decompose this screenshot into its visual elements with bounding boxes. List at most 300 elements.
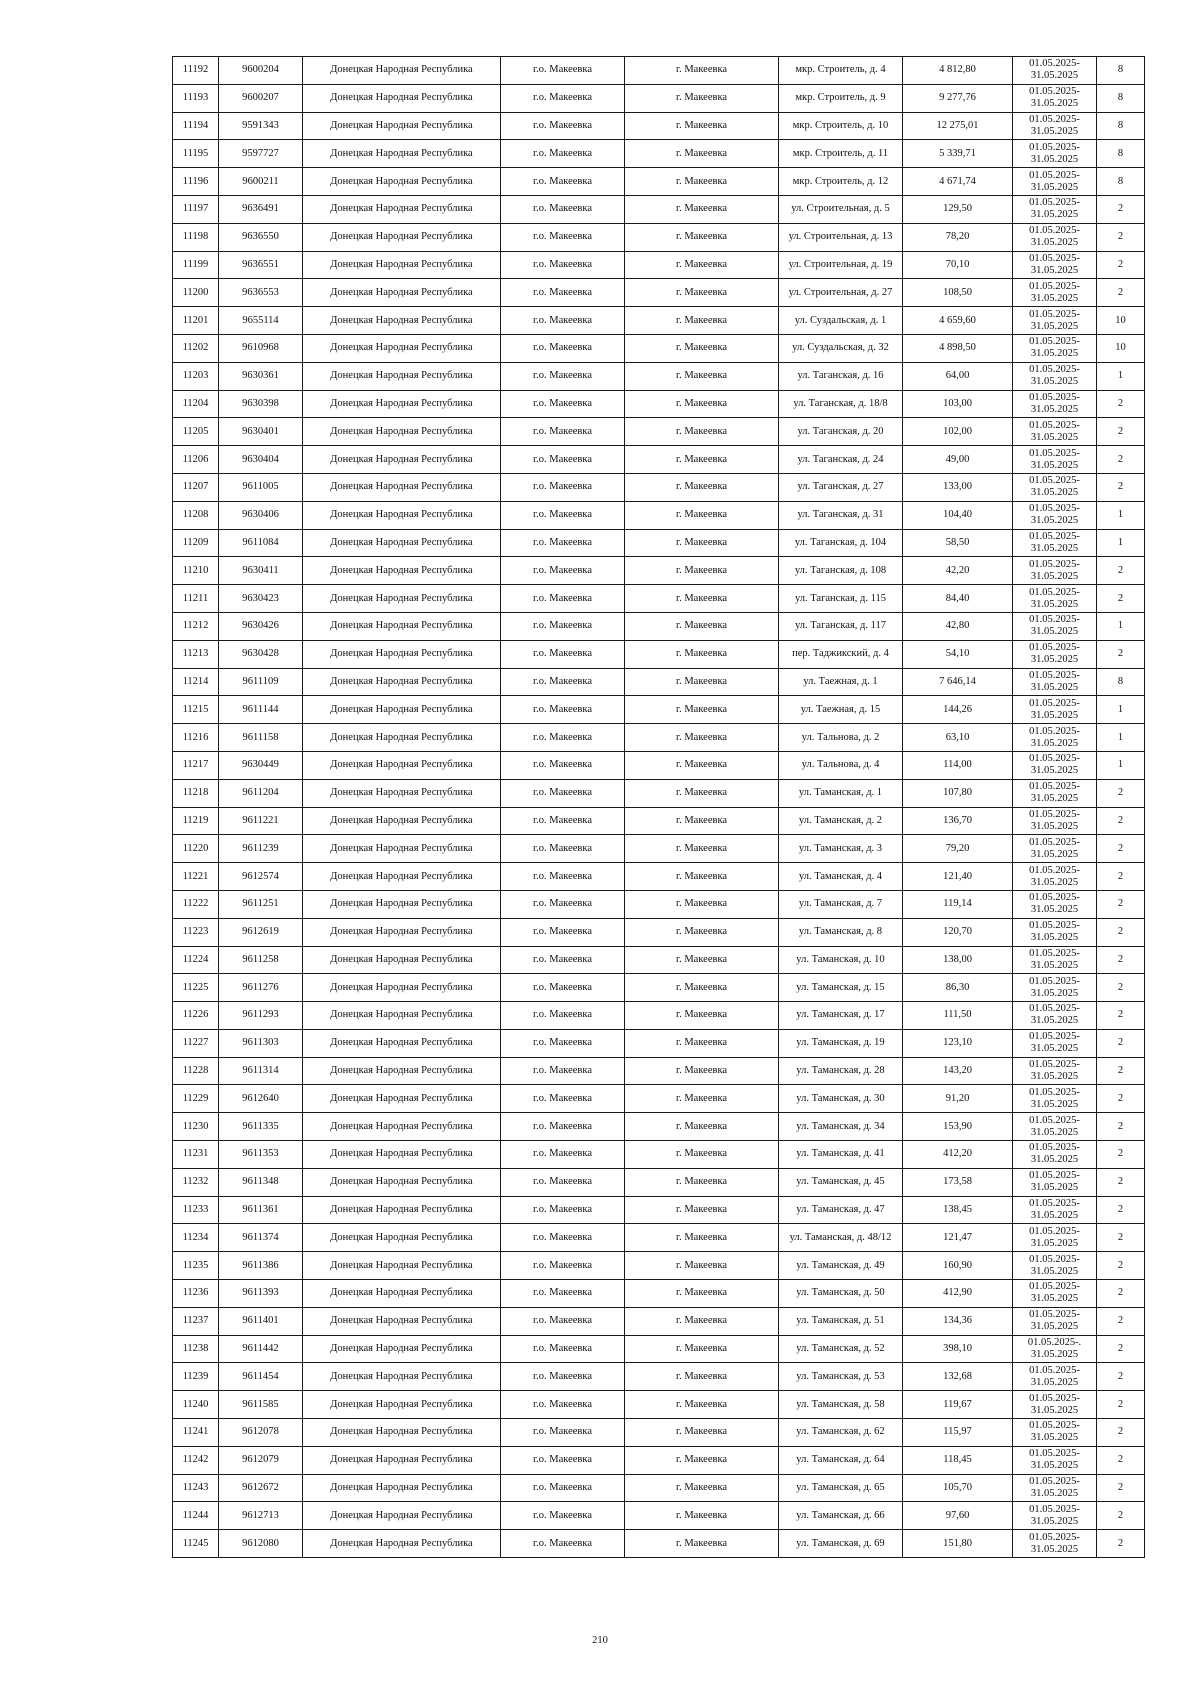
cell-municipal-district: г.о. Макеевка [501,446,625,474]
cell-row-number: 11213 [173,640,219,668]
cell-region: Донецкая Народная Республика [303,362,501,390]
period-end: 31.05.2025 [1030,153,1079,165]
cell-row-number: 11195 [173,140,219,168]
cell-municipal-district: г.о. Макеевка [501,251,625,279]
cell-region: Донецкая Народная Республика [303,418,501,446]
period-end: 31.05.2025 [1030,209,1079,221]
period-start: 01.05.2025-. [1027,1337,1082,1349]
cell-count: 2 [1097,863,1145,891]
period-end: 31.05.2025 [1030,1460,1079,1472]
cell-municipal-district: г.о. Макеевка [501,418,625,446]
cell-area: 103,00 [903,390,1013,418]
cell-row-number: 11236 [173,1280,219,1308]
cell-count: 1 [1097,362,1145,390]
cell-object-code: 9636550 [219,223,303,251]
period-end: 31.05.2025 [1030,1543,1079,1555]
cell-object-code: 9591343 [219,112,303,140]
cell-city: г. Макеевка [625,1391,779,1419]
period-end: 31.05.2025 [1030,654,1079,666]
period-start: 01.05.2025- [1029,1142,1080,1154]
period-start: 01.05.2025- [1029,975,1080,987]
cell-period [1013,1530,1097,1558]
cell-region: Донецкая Народная Республика [303,807,501,835]
period-start: 01.05.2025- [1029,808,1080,820]
table-row [173,1085,1145,1113]
period-end: 31.05.2025 [1030,320,1079,332]
cell-city: г. Макеевка [625,446,779,474]
cell-period [1013,390,1097,418]
cell-area: 102,00 [903,418,1013,446]
period-end: 31.05.2025 [1030,1515,1079,1527]
cell-area: 133,00 [903,473,1013,501]
table-row [173,140,1145,168]
cell-row-number: 11231 [173,1141,219,1169]
cell-municipal-district: г.о. Макеевка [501,585,625,613]
cell-period [1013,890,1097,918]
period-start: 01.05.2025- [1029,252,1080,264]
period-end: 31.05.2025 [1030,1182,1079,1194]
cell-area: 138,00 [903,946,1013,974]
cell-count: 2 [1097,1307,1145,1335]
table-row [173,195,1145,223]
cell-region: Донецкая Народная Республика [303,390,501,418]
cell-address: ул. Таманская, д. 69 [779,1530,903,1558]
cell-address: ул. Таманская, д. 34 [779,1113,903,1141]
table-row [173,1307,1145,1335]
cell-city: г. Макеевка [625,1446,779,1474]
cell-address: ул. Строительная, д. 5 [779,195,903,223]
period-start: 01.05.2025- [1029,86,1080,98]
cell-period [1013,1085,1097,1113]
period-start: 01.05.2025- [1029,280,1080,292]
cell-row-number: 11232 [173,1168,219,1196]
cell-object-code: 9611335 [219,1113,303,1141]
cell-region: Донецкая Народная Республика [303,473,501,501]
cell-city: г. Макеевка [625,223,779,251]
table-row [173,807,1145,835]
cell-count: 2 [1097,779,1145,807]
cell-count: 2 [1097,1474,1145,1502]
cell-object-code: 9630426 [219,612,303,640]
cell-period [1013,473,1097,501]
period-end: 31.05.2025 [1030,98,1079,110]
table-row [173,918,1145,946]
cell-object-code: 9611258 [219,946,303,974]
period-start: 01.05.2025- [1029,697,1080,709]
cell-period [1013,835,1097,863]
cell-address: ул. Таганская, д. 31 [779,501,903,529]
cell-period [1013,807,1097,835]
table-row [173,1029,1145,1057]
cell-row-number: 11206 [173,446,219,474]
cell-count: 1 [1097,612,1145,640]
table-row [173,1335,1145,1363]
cell-region: Донецкая Народная Республика [303,84,501,112]
cell-region: Донецкая Народная Республика [303,1196,501,1224]
cell-address: ул. Таманская, д. 64 [779,1446,903,1474]
period-end: 31.05.2025 [1030,1210,1079,1222]
cell-municipal-district: г.о. Макеевка [501,1391,625,1419]
cell-object-code: 9630398 [219,390,303,418]
page-number: 210 [592,1635,608,1646]
cell-address: ул. Таманская, д. 62 [779,1419,903,1447]
cell-region: Донецкая Народная Республика [303,223,501,251]
cell-object-code: 9630411 [219,557,303,585]
cell-count: 8 [1097,140,1145,168]
period-end: 31.05.2025 [1030,1126,1079,1138]
cell-region: Донецкая Народная Республика [303,279,501,307]
cell-object-code: 9600211 [219,168,303,196]
cell-row-number: 11203 [173,362,219,390]
cell-row-number: 11224 [173,946,219,974]
cell-row-number: 11192 [173,57,219,85]
cell-municipal-district: г.о. Макеевка [501,1196,625,1224]
cell-region: Донецкая Народная Республика [303,1252,501,1280]
table-row [173,1141,1145,1169]
period-start: 01.05.2025- [1029,225,1080,237]
cell-address: ул. Таманская, д. 2 [779,807,903,835]
table-row [173,668,1145,696]
cell-area: 70,10 [903,251,1013,279]
cell-period [1013,1307,1097,1335]
table-row [173,1363,1145,1391]
cell-object-code: 9630361 [219,362,303,390]
cell-city: г. Макеевка [625,84,779,112]
cell-area: 114,00 [903,751,1013,779]
cell-row-number: 11221 [173,863,219,891]
cell-address: ул. Строительная, д. 13 [779,223,903,251]
cell-address: мкр. Строитель, д. 12 [779,168,903,196]
cell-address: ул. Таманская, д. 28 [779,1057,903,1085]
table-row [173,1446,1145,1474]
cell-area: 132,68 [903,1363,1013,1391]
cell-object-code: 9611353 [219,1141,303,1169]
cell-area: 138,45 [903,1196,1013,1224]
cell-object-code: 9612080 [219,1530,303,1558]
cell-city: г. Макеевка [625,1057,779,1085]
cell-area: 91,20 [903,1085,1013,1113]
cell-municipal-district: г.о. Макеевка [501,112,625,140]
cell-row-number: 11239 [173,1363,219,1391]
cell-row-number: 11229 [173,1085,219,1113]
cell-area: 108,50 [903,279,1013,307]
cell-count: 2 [1097,223,1145,251]
cell-count: 2 [1097,640,1145,668]
period-start: 01.05.2025- [1029,614,1080,626]
cell-count: 1 [1097,501,1145,529]
cell-period [1013,140,1097,168]
cell-row-number: 11226 [173,1002,219,1030]
cell-period [1013,529,1097,557]
cell-period [1013,1113,1097,1141]
cell-area: 119,14 [903,890,1013,918]
period-start: 01.05.2025- [1029,391,1080,403]
cell-object-code: 9611109 [219,668,303,696]
period-start: 01.05.2025- [1029,419,1080,431]
cell-city: г. Макеевка [625,946,779,974]
cell-region: Донецкая Народная Республика [303,1363,501,1391]
cell-period [1013,1474,1097,1502]
cell-row-number: 11214 [173,668,219,696]
cell-period [1013,1335,1097,1363]
cell-row-number: 11208 [173,501,219,529]
cell-period [1013,946,1097,974]
period-start: 01.05.2025- [1029,1364,1080,1376]
cell-count: 2 [1097,1363,1145,1391]
cell-address: ул. Таганская, д. 104 [779,529,903,557]
cell-row-number: 11210 [173,557,219,585]
table-row [173,1057,1145,1085]
cell-row-number: 11219 [173,807,219,835]
cell-count: 2 [1097,1446,1145,1474]
cell-object-code: 9611454 [219,1363,303,1391]
cell-object-code: 9611239 [219,835,303,863]
cell-area: 97,60 [903,1502,1013,1530]
period-end: 31.05.2025 [1030,1015,1079,1027]
cell-city: г. Макеевка [625,807,779,835]
cell-object-code: 9611374 [219,1224,303,1252]
cell-area: 144,26 [903,696,1013,724]
cell-area: 160,90 [903,1252,1013,1280]
cell-period [1013,279,1097,307]
period-end: 31.05.2025 [1030,570,1079,582]
period-end: 31.05.2025 [1030,876,1079,888]
period-start: 01.05.2025- [1029,1420,1080,1432]
cell-count: 1 [1097,529,1145,557]
cell-address: ул. Строительная, д. 19 [779,251,903,279]
cell-count: 1 [1097,696,1145,724]
period-start: 01.05.2025- [1029,669,1080,681]
table-row [173,1224,1145,1252]
period-start: 01.05.2025- [1029,1531,1080,1543]
table-row [173,279,1145,307]
cell-period [1013,195,1097,223]
cell-city: г. Макеевка [625,557,779,585]
period-end: 31.05.2025 [1030,1376,1079,1388]
cell-region: Донецкая Народная Республика [303,334,501,362]
cell-count: 2 [1097,1196,1145,1224]
period-start: 01.05.2025- [1029,725,1080,737]
cell-city: г. Макеевка [625,195,779,223]
cell-city: г. Макеевка [625,57,779,85]
cell-municipal-district: г.о. Макеевка [501,501,625,529]
cell-city: г. Макеевка [625,1224,779,1252]
cell-city: г. Макеевка [625,1029,779,1057]
cell-region: Донецкая Народная Республика [303,751,501,779]
cell-address: ул. Таманская, д. 19 [779,1029,903,1057]
period-start: 01.05.2025- [1029,364,1080,376]
cell-city: г. Макеевка [625,668,779,696]
cell-row-number: 11197 [173,195,219,223]
cell-count: 2 [1097,974,1145,1002]
cell-object-code: 9611386 [219,1252,303,1280]
cell-count: 2 [1097,390,1145,418]
cell-row-number: 11218 [173,779,219,807]
cell-address: ул. Суздальская, д. 1 [779,307,903,335]
period-start: 01.05.2025- [1029,920,1080,932]
table-row [173,946,1145,974]
cell-region: Донецкая Народная Республика [303,1307,501,1335]
cell-count: 2 [1097,918,1145,946]
cell-city: г. Макеевка [625,863,779,891]
period-end: 31.05.2025 [1030,1321,1079,1333]
cell-municipal-district: г.о. Макеевка [501,1113,625,1141]
cell-object-code: 9611158 [219,724,303,752]
cell-period [1013,1168,1097,1196]
cell-city: г. Макеевка [625,1530,779,1558]
cell-region: Донецкая Народная Республика [303,1168,501,1196]
cell-count: 2 [1097,835,1145,863]
cell-object-code: 9630423 [219,585,303,613]
period-end: 31.05.2025 [1030,459,1079,471]
cell-address: ул. Таежная, д. 1 [779,668,903,696]
period-end: 31.05.2025 [1030,1154,1079,1166]
cell-city: г. Макеевка [625,1141,779,1169]
period-start: 01.05.2025- [1029,836,1080,848]
cell-municipal-district: г.о. Макеевка [501,612,625,640]
period-start: 01.05.2025- [1029,113,1080,125]
cell-city: г. Макеевка [625,112,779,140]
cell-municipal-district: г.о. Макеевка [501,1363,625,1391]
cell-period [1013,1196,1097,1224]
table-row [173,751,1145,779]
period-start: 01.05.2025- [1029,197,1080,209]
cell-period [1013,724,1097,752]
cell-period [1013,223,1097,251]
cell-area: 4 671,74 [903,168,1013,196]
period-end: 31.05.2025 [1030,709,1079,721]
cell-object-code: 9630404 [219,446,303,474]
cell-object-code: 9636551 [219,251,303,279]
cell-city: г. Макеевка [625,251,779,279]
cell-city: г. Макеевка [625,418,779,446]
period-end: 31.05.2025 [1030,1488,1079,1500]
cell-address: ул. Таганская, д. 27 [779,473,903,501]
table-row [173,168,1145,196]
period-end: 31.05.2025 [1030,348,1079,360]
cell-address: ул. Таманская, д. 50 [779,1280,903,1308]
cell-city: г. Макеевка [625,918,779,946]
cell-row-number: 11202 [173,334,219,362]
cell-address: ул. Таманская, д. 4 [779,863,903,891]
period-start: 01.05.2025- [1029,308,1080,320]
cell-city: г. Макеевка [625,473,779,501]
cell-region: Донецкая Народная Республика [303,1530,501,1558]
cell-period [1013,362,1097,390]
cell-row-number: 11222 [173,890,219,918]
cell-city: г. Макеевка [625,1002,779,1030]
cell-area: 121,47 [903,1224,1013,1252]
cell-area: 79,20 [903,835,1013,863]
table-row [173,863,1145,891]
cell-count: 10 [1097,334,1145,362]
table-row [173,1002,1145,1030]
cell-municipal-district: г.о. Макеевка [501,1419,625,1447]
cell-object-code: 9612619 [219,918,303,946]
cell-row-number: 11216 [173,724,219,752]
cell-area: 4 812,80 [903,57,1013,85]
cell-area: 119,67 [903,1391,1013,1419]
cell-address: ул. Таманская, д. 7 [779,890,903,918]
cell-row-number: 11235 [173,1252,219,1280]
cell-city: г. Макеевка [625,1113,779,1141]
cell-municipal-district: г.о. Макеевка [501,890,625,918]
cell-municipal-district: г.о. Макеевка [501,140,625,168]
cell-period [1013,501,1097,529]
cell-object-code: 9611303 [219,1029,303,1057]
cell-area: 42,20 [903,557,1013,585]
table-row [173,529,1145,557]
period-end: 31.05.2025 [1030,292,1079,304]
cell-city: г. Макеевка [625,640,779,668]
cell-city: г. Макеевка [625,974,779,1002]
cell-count: 8 [1097,168,1145,196]
cell-city: г. Макеевка [625,696,779,724]
period-start: 01.05.2025- [1029,1031,1080,1043]
cell-region: Донецкая Народная Республика [303,1502,501,1530]
cell-city: г. Макеевка [625,501,779,529]
cell-object-code: 9612672 [219,1474,303,1502]
table-row [173,890,1145,918]
cell-row-number: 11233 [173,1196,219,1224]
table-row [173,334,1145,362]
cell-area: 4 659,60 [903,307,1013,335]
cell-object-code: 9611348 [219,1168,303,1196]
cell-count: 8 [1097,668,1145,696]
cell-municipal-district: г.о. Макеевка [501,1502,625,1530]
period-end: 31.05.2025 [1030,848,1079,860]
cell-period [1013,640,1097,668]
period-end: 31.05.2025 [1030,1349,1079,1361]
table-row [173,1419,1145,1447]
cell-address: мкр. Строитель, д. 4 [779,57,903,85]
table-row [173,307,1145,335]
cell-count: 2 [1097,557,1145,585]
cell-region: Донецкая Народная Республика [303,1280,501,1308]
cell-count: 1 [1097,751,1145,779]
table-row [173,390,1145,418]
cell-municipal-district: г.о. Макеевка [501,640,625,668]
cell-region: Донецкая Народная Республика [303,1335,501,1363]
cell-region: Донецкая Народная Республика [303,57,501,85]
cell-municipal-district: г.о. Макеевка [501,974,625,1002]
period-start: 01.05.2025- [1029,753,1080,765]
cell-address: ул. Таманская, д. 17 [779,1002,903,1030]
cell-region: Донецкая Народная Республика [303,1419,501,1447]
cell-municipal-district: г.о. Макеевка [501,1168,625,1196]
table-row [173,84,1145,112]
cell-address: ул. Таманская, д. 30 [779,1085,903,1113]
cell-object-code: 9611314 [219,1057,303,1085]
cell-period [1013,418,1097,446]
cell-address: мкр. Строитель, д. 11 [779,140,903,168]
cell-municipal-district: г.о. Макеевка [501,1446,625,1474]
cell-area: 63,10 [903,724,1013,752]
period-end: 31.05.2025 [1030,820,1079,832]
cell-row-number: 11228 [173,1057,219,1085]
cell-count: 1 [1097,724,1145,752]
period-start: 01.05.2025- [1029,642,1080,654]
cell-address: ул. Таманская, д. 3 [779,835,903,863]
cell-address: ул. Таманская, д. 8 [779,918,903,946]
cell-object-code: 9612713 [219,1502,303,1530]
period-start: 01.05.2025- [1029,530,1080,542]
cell-area: 153,90 [903,1113,1013,1141]
cell-address: ул. Суздальская, д. 32 [779,334,903,362]
cell-city: г. Макеевка [625,1280,779,1308]
cell-city: г. Макеевка [625,1363,779,1391]
cell-address: мкр. Строитель, д. 9 [779,84,903,112]
